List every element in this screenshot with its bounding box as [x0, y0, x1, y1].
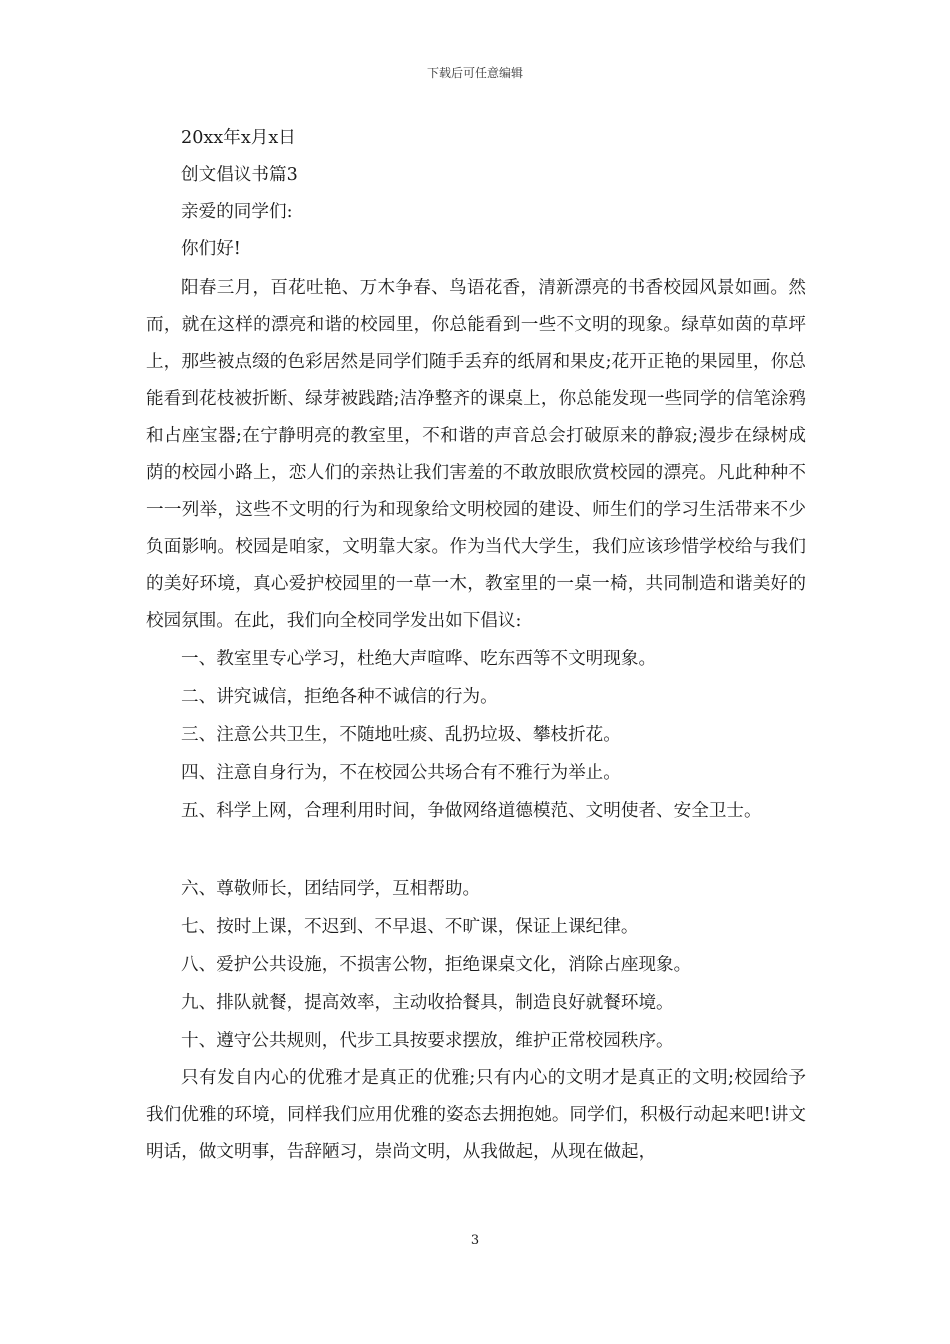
document-body [146, 122, 806, 1171]
proposal-item-8: 八、爱护公共设施，不损害公物，拒绝课桌文化，消除占座现象。 [181, 955, 692, 975]
document-paragraph: 阳春三月，百花吐艳、万木争春、鸟语花香，清新漂亮的书香校园风景如画。然而，就在这样的漂亮和谐的校园里，你总能看到一些不文明的现象。绿草如茵的草坪上，那些被点缀的色彩居然是同学们随手丢弃的纸屑和果皮;花开正艳的果园里，你总能看到花枝被折断、绿芽被践踏;洁净整齐的课桌上，你总能发现一些同学的信笔涂鸦和占座宝器;在宁静明亮的教室里，不和谐的声音总会打破原来的静寂;漫步在绿树成荫的校园小路上，恋人们的亲热让我们害羞的不敢放眼欣赏校园的漂亮。凡此种种不一一列举，这些不文明的行为和现象给文明校园的建设、师生们的学习生活带来不少负面影响。校园是咱家，文明靠大家。作为当代大学生，我们应该珍惜学校给与我们的美好环境，真心爱护校园里的一草一木，教室里的一桌一椅，共同制造和谐美好的校园氛围。在此，我们向全校同学发出如下倡议: [146, 278, 806, 631]
page-number: 3 [470, 1233, 480, 1248]
document-salutation: 亲爱的同学们: [181, 202, 293, 222]
blank-line [146, 830, 806, 870]
document-title: 创文倡议书篇3 [181, 165, 298, 185]
document-date: 20xx年x月x日 [181, 128, 296, 148]
proposal-item-9: 九、排队就餐，提高效率，主动收拾餐具，制造良好就餐环境。 [181, 993, 674, 1013]
proposal-item-10: 十、遵守公共规则，代步工具按要求摆放，维护正常校园秩序。 [181, 1031, 674, 1051]
page-header-note: 下载后可任意编辑 [426, 66, 523, 80]
proposal-item-7: 七、按时上课，不迟到、不早退、不旷课，保证上课纪律。 [181, 917, 639, 937]
proposal-item-6: 六、尊敬师长，团结同学，互相帮助。 [181, 879, 481, 899]
proposal-item-1: 一、教室里专心学习，杜绝大声喧哗、吃东西等不文明现象。 [181, 649, 657, 669]
document-greeting: 你们好! [181, 239, 241, 259]
proposal-item-2: 二、讲究诚信，拒绝各种不诚信的行为。 [181, 687, 498, 707]
proposal-item-5: 五、科学上网，合理利用时间，争做网络道德模范、文明使者、安全卫士。 [181, 801, 762, 821]
document-paragraph-closing: 只有发自内心的优雅才是真正的优雅;只有内心的文明才是真正的文明;校园给予我们优雅的环境，同样我们应用优雅的姿态去拥抱她。同学们，积极行动起来吧!讲文明话，做文明事，告辞陋习，崇尚文明，从我做起，从现在做起， [146, 1068, 806, 1162]
proposal-item-4: 四、注意自身行为，不在校园公共场合有不雅行为举止。 [181, 763, 621, 783]
proposal-item-3: 三、注意公共卫生，不随地吐痰、乱扔垃圾、攀枝折花。 [181, 725, 621, 745]
